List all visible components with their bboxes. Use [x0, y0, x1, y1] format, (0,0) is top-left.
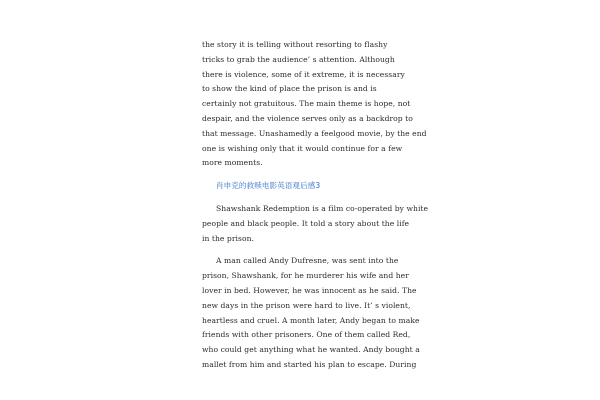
- paragraph-spacer: [202, 171, 412, 179]
- text-line: mallet from him and started his plan to escape. During: [202, 359, 417, 369]
- paragraph-1: [202, 202, 429, 246]
- text-line: lover in bed. However, he was innocent as he said. The: [202, 285, 417, 295]
- text-line: more moments.: [202, 158, 263, 168]
- text-line: tricks to grab the audience’ s attention. Although: [202, 54, 395, 64]
- text-line: despair, and the violence serves only as a backdrop to: [202, 113, 413, 123]
- text-line: prison, Shawshank, for he murderer his wife and her: [202, 271, 409, 281]
- text-line: friends with other prisoners. One of them called Red,: [202, 330, 411, 340]
- text-line: people and black people. It told a story about the life: [202, 218, 410, 228]
- paragraph-2: [202, 254, 420, 372]
- paragraph-spacer: [202, 194, 412, 202]
- section-heading: 肖申克的救赎电影英语观后感3: [216, 181, 321, 191]
- text-line: one is wishing only that it would continue for a few: [202, 143, 403, 153]
- document-body: [202, 38, 429, 373]
- text-line: who could get anything what he wanted. Andy bought a: [202, 345, 420, 355]
- text-line: in the prison.: [202, 233, 254, 243]
- text-line: Shawshank Redemption is a film co-operated by white: [216, 203, 429, 213]
- text-line: certainly not gratuitous. The main theme is hope, not: [202, 99, 411, 109]
- text-line: that message. Unashamedly a feelgood movie, by the end: [202, 128, 427, 138]
- text-line: there is violence, some of it extreme, it is necessary: [202, 69, 405, 79]
- text-line: A man called Andy Dufresne, was sent into the: [216, 256, 399, 266]
- text-line: the story it is telling without resorting to flashy: [202, 40, 388, 49]
- text-line: new days in the prison were hard to live. It’ s violent,: [202, 300, 411, 310]
- continued-paragraph: [202, 38, 427, 171]
- paragraph-spacer: [202, 246, 412, 254]
- text-line: to show the kind of place the prison is and is: [202, 84, 377, 94]
- text-line: heartless and cruel. A month later, Andy began to make: [202, 315, 420, 325]
